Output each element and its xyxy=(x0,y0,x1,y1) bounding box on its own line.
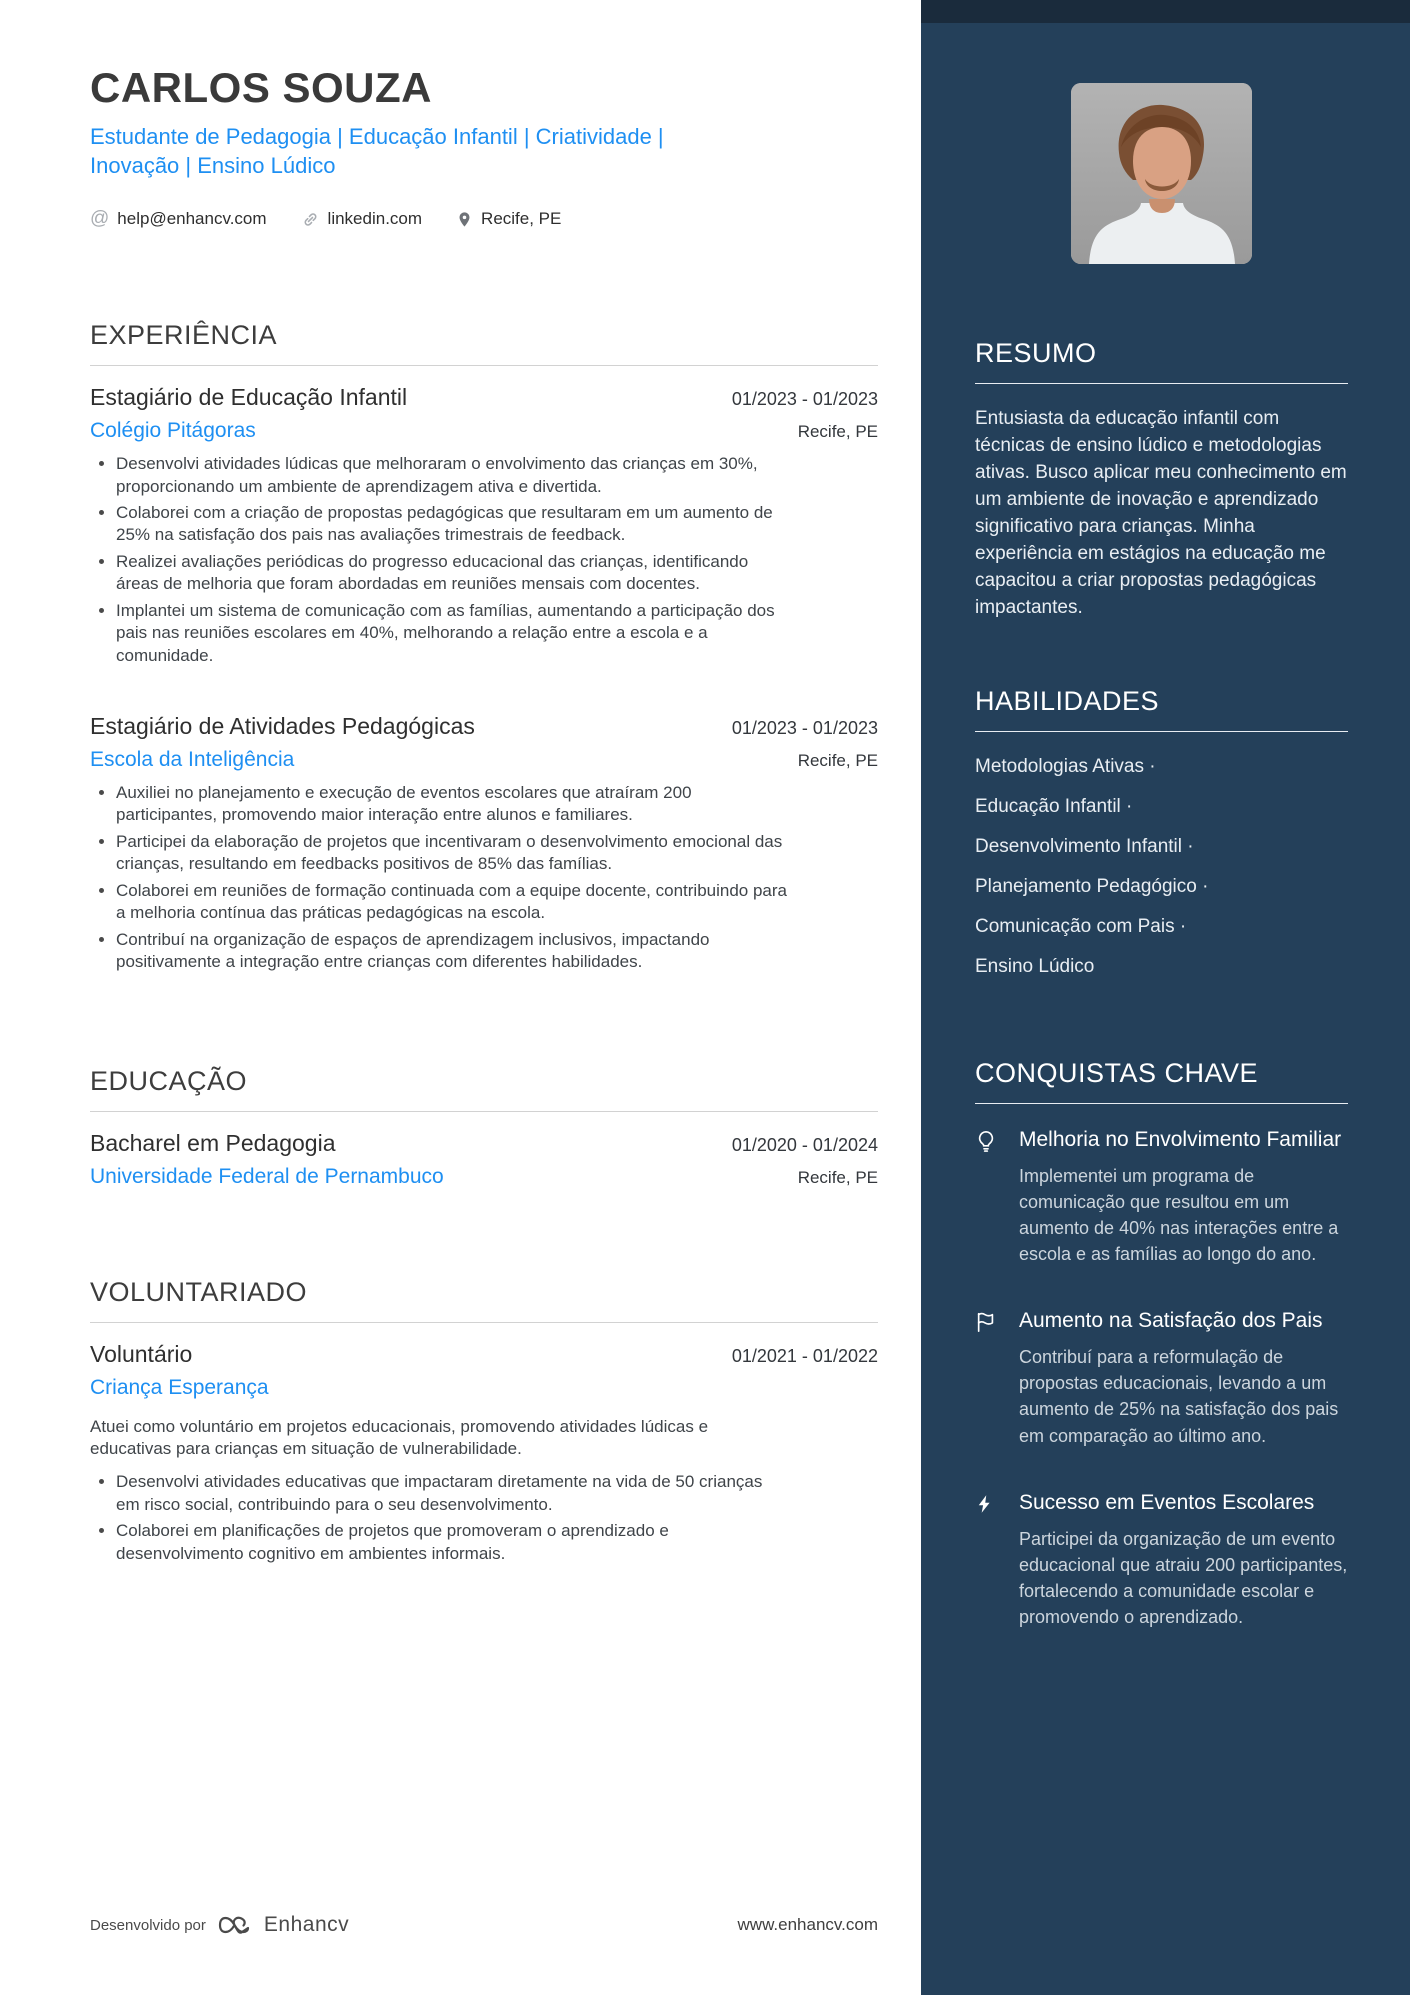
section-volunteering-title: VOLUNTARIADO xyxy=(90,1277,878,1323)
bullet-item: • Colaborei em planificações de projetos que promoveram o aprendizado e desenvolvimento cognitivo em ambientes informais. xyxy=(116,1520,790,1565)
education-dates: 01/2020 - 01/2024 xyxy=(731,1134,878,1155)
achievement-item xyxy=(975,1126,1348,1267)
company-name: Escola da Inteligência xyxy=(90,748,295,771)
contact-linkedin[interactable] xyxy=(301,209,423,229)
site-url[interactable]: www.enhancv.com xyxy=(737,1915,878,1934)
achievement-text: Participei da organização de um evento educacional que atraiu 200 participantes, fortalecendo a comunidade escolar e promovendo o aprendizado. xyxy=(1019,1528,1348,1628)
job-bullets xyxy=(90,453,790,667)
achievement-item xyxy=(975,1489,1348,1630)
job-location: Recife, PE xyxy=(797,422,878,442)
volunteering-entry xyxy=(90,1341,878,1566)
skill-item: Planejamento Pedagógico · xyxy=(975,875,1209,897)
contact-location xyxy=(456,209,561,229)
bullet-item: • Participei da elaboração de projetos que incentivaram o desenvolvimento emocional das crianças, resultando em feedbacks positivos de 85% das famílias. xyxy=(116,831,790,876)
contact-linkedin-label: linkedin.com xyxy=(327,209,423,229)
person-name: CARLOS SOUZA xyxy=(90,64,432,111)
job-bullets xyxy=(90,782,790,974)
company-name: Colégio Pitágoras xyxy=(90,419,256,443)
developed-by-label: Desenvolvido por xyxy=(90,1916,206,1934)
skill-item: Ensino Lúdico xyxy=(975,955,1095,977)
link-icon xyxy=(301,210,320,229)
achievement-title: Aumento na Satisfação dos Pais xyxy=(1019,1309,1323,1333)
bullet-item: • Colaborei com a criação de propostas pedagógicas que resultaram em um aumento de 25% na satisfação dos pais nas avaliações trimestrais de feedback. xyxy=(116,502,790,547)
at-icon: @ xyxy=(90,208,110,230)
enhancv-logo-icon[interactable] xyxy=(218,1913,252,1937)
section-education xyxy=(90,1066,878,1189)
section-experience-title: EXPERIÊNCIA xyxy=(90,320,878,366)
bullet-item: • Contribuí na organização de espaços de aprendizagem inclusivos, impactando positivamente a integração entre crianças com diferentes habilidades. xyxy=(116,929,790,974)
job-location: Recife, PE xyxy=(797,751,878,770)
job-dates: 01/2023 - 01/2023 xyxy=(731,718,878,738)
bullet-item: • Auxiliei no planejamento e execução de eventos escolares que atraíram 200 participantes, promovendo maior interação entre alunos e familiares. xyxy=(116,782,790,827)
volunteer-role: Voluntário xyxy=(90,1340,193,1367)
volunteer-bullets xyxy=(90,1471,790,1565)
lightbulb-icon xyxy=(975,1126,999,1267)
education-entry xyxy=(90,1130,878,1189)
section-conquistas-title: CONQUISTAS CHAVE xyxy=(975,1058,1348,1104)
skill-item: Educação Infantil · xyxy=(975,795,1133,817)
location-pin-icon xyxy=(456,210,473,229)
achievement-text: Contribuí para a reformulação de propostas educacionais, levando a um aumento de 25% na satisfação dos pais em comparação ao último ano. xyxy=(1019,1347,1339,1446)
bullet-item: • Implantei um sistema de comunicação com as famílias, aumentando a participação dos pais nas reuniões escolares em 40%, melhorando a relação entre a escola e a comunidade. xyxy=(116,600,790,667)
skill-item: Comunicação com Pais · xyxy=(975,915,1187,937)
sidebar-top-strip xyxy=(921,0,1410,23)
school-name: Universidade Federal de Pernambuco xyxy=(90,1164,444,1188)
job-dates: 01/2023 - 01/2023 xyxy=(731,389,878,410)
volunteer-organization: Criança Esperança xyxy=(90,1375,269,1399)
footer xyxy=(90,1873,878,1937)
section-habilidades xyxy=(975,686,1348,980)
contact-row xyxy=(90,208,878,230)
contact-location-label: Recife, PE xyxy=(481,209,562,229)
achievement-item xyxy=(975,1307,1348,1448)
job-title: Estagiário de Atividades Pedagógicas xyxy=(90,713,475,739)
bullet-item: • Desenvolvi atividades educativas que impactaram diretamente na vida de 50 crianças em risco social, contribuindo para o seu desenvolvimento. xyxy=(116,1471,790,1516)
bullet-item: • Realizei avaliações periódicas do progresso educacional das crianças, identificando áreas de melhoria que foram abordadas em reuniões mensais com docentes. xyxy=(116,551,790,596)
bullet-item: • Desenvolvi atividades lúdicas que melhoraram o envolvimento das crianças em 30%, proporcionando um ambiente de aprendizagem ativa e divertida. xyxy=(116,453,790,498)
section-experience xyxy=(90,320,878,977)
experience-entry xyxy=(90,713,878,974)
experience-entry xyxy=(90,384,878,667)
volunteer-summary: Atuei como voluntário em projetos educacionais, promovendo atividades lúdicas e educativas para crianças em situação de vulnerabilidade. xyxy=(90,1416,709,1459)
profile-photo xyxy=(1071,83,1252,264)
lightning-icon xyxy=(975,1489,999,1630)
volunteer-dates: 01/2021 - 01/2022 xyxy=(731,1345,878,1366)
skill-item: Desenvolvimento Infantil · xyxy=(975,835,1194,857)
education-location: Recife, PE xyxy=(797,1167,878,1187)
brand-name[interactable]: Enhancv xyxy=(263,1913,350,1936)
section-education-title: EDUCAÇÃO xyxy=(90,1066,878,1112)
bullet-item: • Colaborei em reuniões de formação continuada com a equipe docente, contribuindo para a melhoria contínua das práticas pedagógicas na escola. xyxy=(116,880,790,925)
job-title: Estagiário de Educação Infantil xyxy=(90,384,408,411)
section-conquistas xyxy=(975,1058,1348,1630)
achievement-title: Melhoria no Envolvimento Familiar xyxy=(1019,1127,1342,1151)
achievement-title: Sucesso em Eventos Escolares xyxy=(1019,1490,1315,1514)
section-resumo xyxy=(975,338,1348,622)
section-habilidades-title: HABILIDADES xyxy=(975,686,1348,732)
degree-title: Bacharel em Pedagogia xyxy=(90,1129,336,1156)
flag-icon xyxy=(975,1307,999,1448)
headline: Estudante de Pedagogia | Educação Infantil | Criatividade | Inovação | Ensino Lúdico xyxy=(90,124,664,179)
section-resumo-title: RESUMO xyxy=(975,338,1348,384)
resumo-text: Entusiasta da educação infantil com técnicas de ensino lúdico e metodologias ativas. Busco aplicar meu conhecimento em um ambiente de inovação e aprendizado significativo para crianças. Minha experiência em estágios na educação me capacitou a criar propostas pedagógicas impactantes. xyxy=(975,408,1347,618)
contact-email-label: help@enhancv.com xyxy=(117,209,267,229)
sidebar xyxy=(921,0,1410,1995)
achievement-text: Implementei um programa de comunicação que resultou em um aumento de 40% nas interações entre a escola e as famílias ao longo do ano. xyxy=(1019,1165,1339,1265)
contact-email[interactable] xyxy=(90,208,267,230)
skill-item: Metodologias Ativas · xyxy=(975,755,1156,777)
section-volunteering xyxy=(90,1277,878,1570)
